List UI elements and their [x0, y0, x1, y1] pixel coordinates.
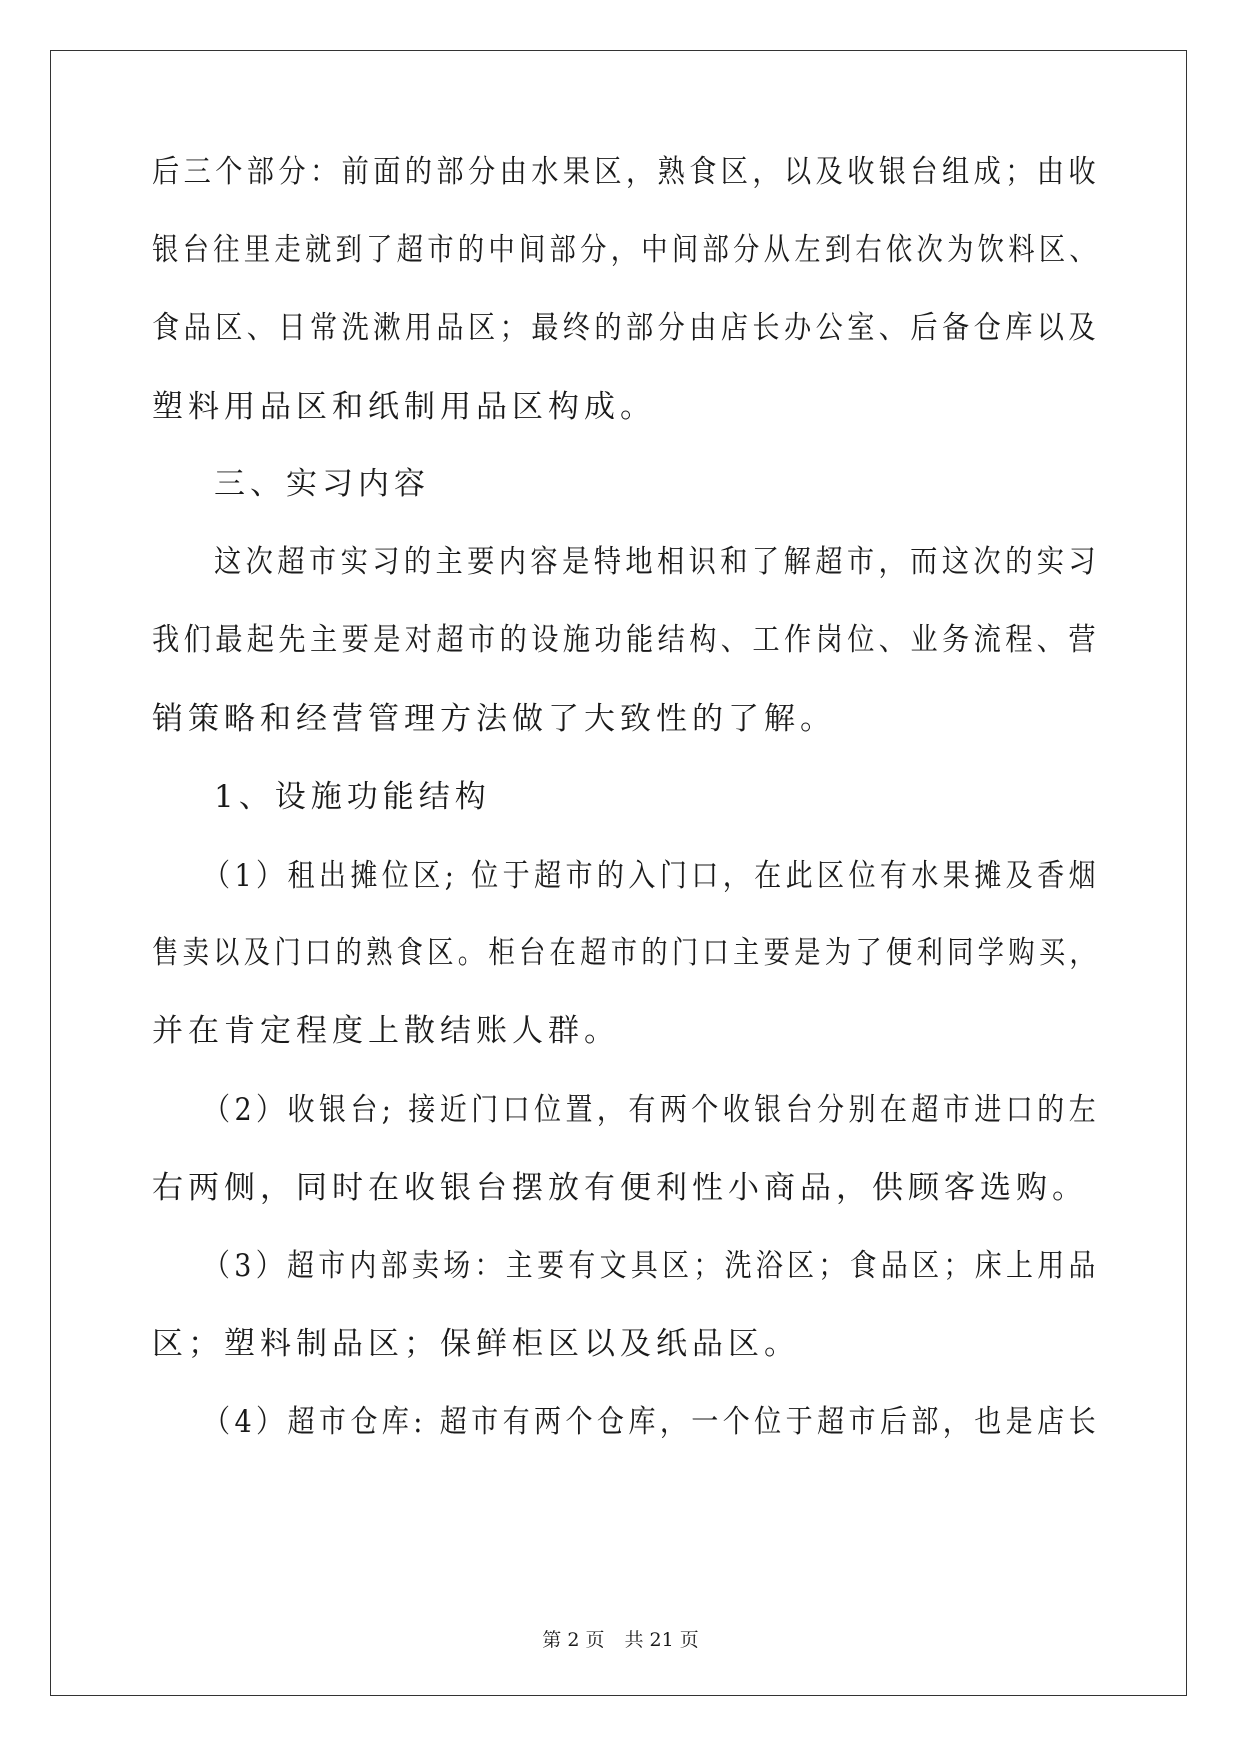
- text-line: 售卖以及门口的熟食区。柜台在超市的门口主要是为了便利同学购买，: [152, 935, 1100, 971]
- text-line: 销策略和经营管理方法做了大致性的了解。: [152, 701, 836, 737]
- text-line: （4）超市仓库: 超市有两个仓库，一个位于超市后部，也是店长: [203, 1404, 1101, 1440]
- text-line: 食品区、日常洗漱用品区；最终的部分由店长办公室、后备仓库以及: [152, 310, 1100, 346]
- text-line: 这次超市实习的主要内容是特地相识和了解超市，而这次的实习: [214, 544, 1100, 580]
- text-line: 并在肯定程度上散结账人群。: [152, 1013, 620, 1049]
- text-line: （2）收银台; 接近门口位置，有两个收银台分别在超市进口的左: [203, 1092, 1101, 1128]
- text-line: （1）租出摊位区; 位于超市的入门口，在此区位有水果摊及香烟: [203, 858, 1101, 894]
- text-line: 塑料用品区和纸制用品区构成。: [152, 389, 656, 425]
- text-line: 银台往里走就到了超市的中间部分，中间部分从左到右依次为饮料区、: [152, 232, 1100, 268]
- text-line: （3）超市内部卖场：主要有文具区；洗浴区；食品区；床上用品: [203, 1248, 1100, 1284]
- section-heading: 三、实习内容: [214, 466, 430, 502]
- text-line: 后三个部分：前面的部分由水果区，熟食区，以及收银台组成；由收: [152, 154, 1100, 190]
- page-number: 第 2 页: [542, 1629, 605, 1651]
- page-total: 共 21 页: [624, 1629, 699, 1651]
- subsection-heading: 1、设施功能结构: [214, 779, 491, 815]
- text-line: 区；塑料制品区；保鲜柜区以及纸品区。: [152, 1326, 800, 1362]
- text-line: 我们最起先主要是对超市的设施功能结构、工作岗位、业务流程、营: [152, 622, 1100, 658]
- text-line: 右两侧，同时在收银台摆放有便利性小商品，供顾客选购。: [152, 1170, 1088, 1206]
- page-footer: [0, 1628, 1241, 1652]
